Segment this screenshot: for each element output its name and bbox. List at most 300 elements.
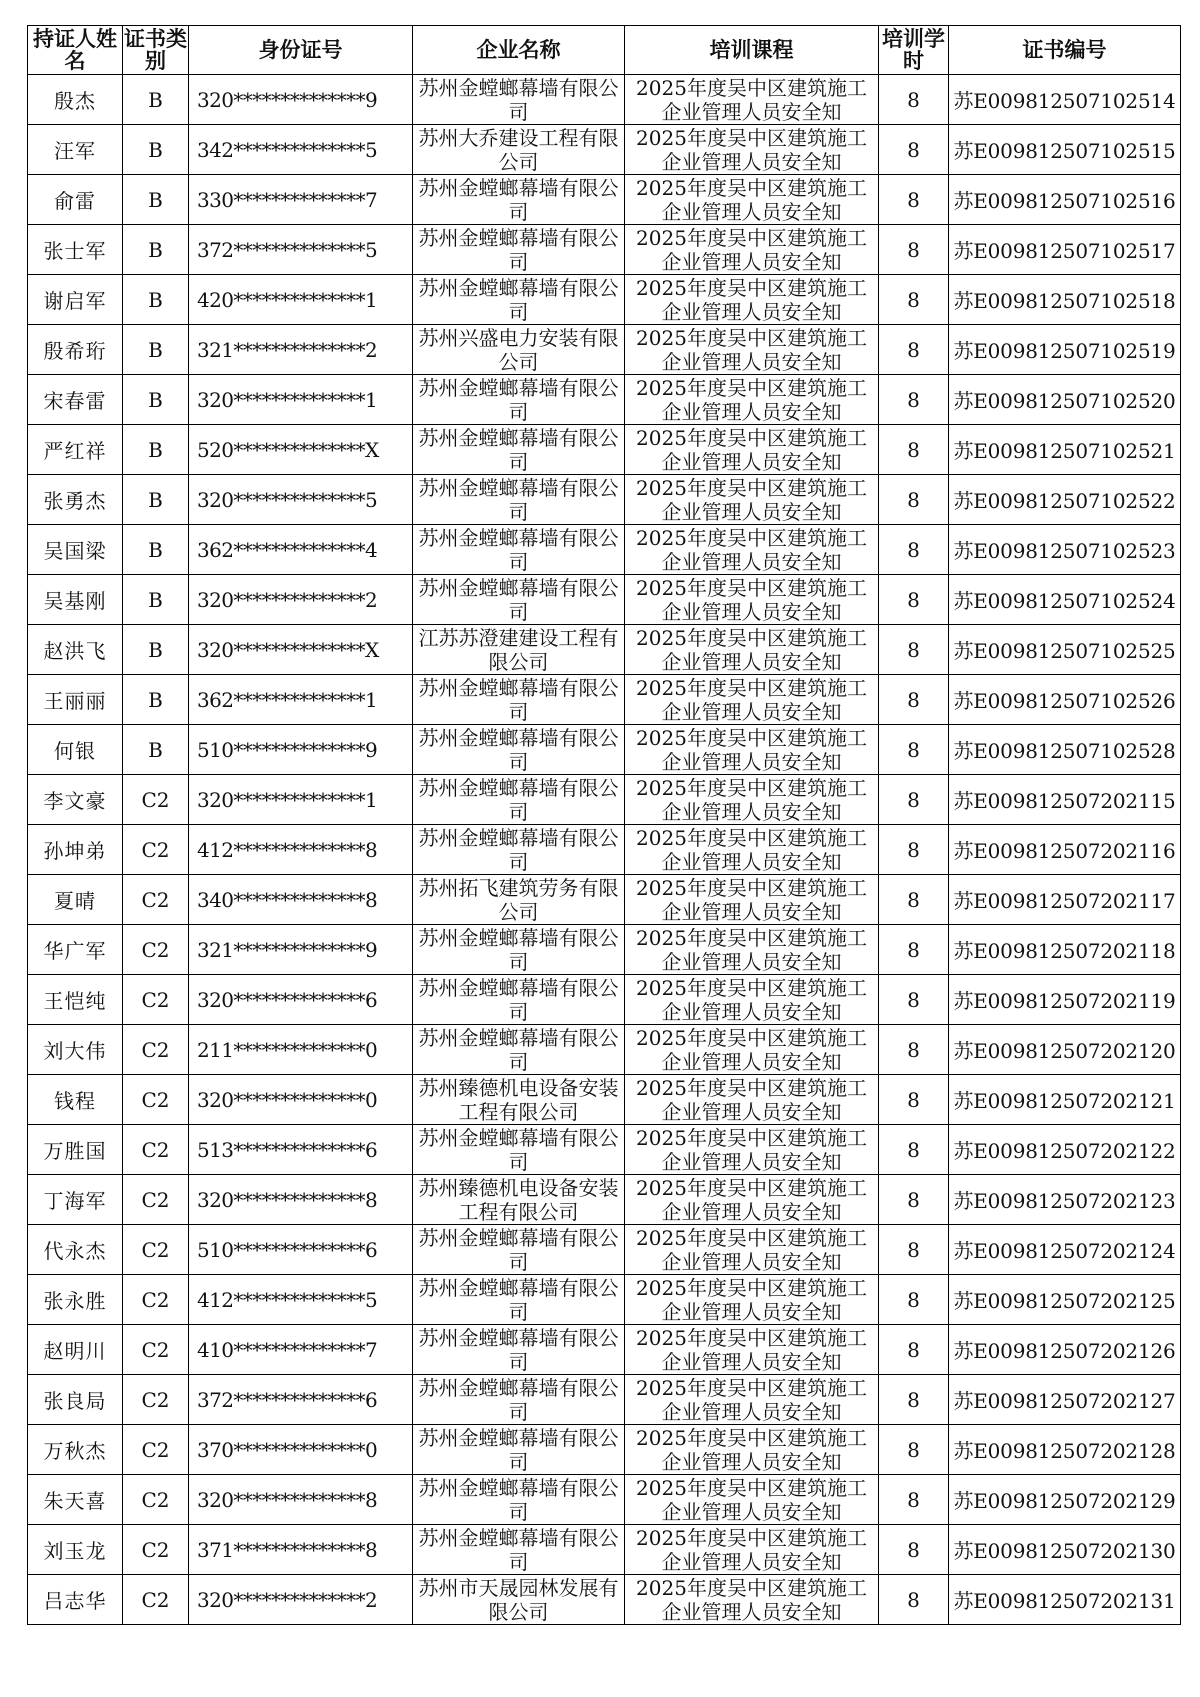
header-id: 身份证号 xyxy=(189,26,413,75)
cell-id-number: 330**************7 xyxy=(189,175,413,225)
cell-company xyxy=(413,1025,625,1075)
cell-id-number: 513**************6 xyxy=(189,1125,413,1175)
cell-company xyxy=(413,1275,625,1325)
cell-course-text: 2025年度吴中区建筑施工企业管理人员安全知 xyxy=(636,226,867,273)
cell-hours: 8 xyxy=(879,475,949,525)
cell-company xyxy=(413,675,625,725)
cell-certificate-number: 苏E009812507202127 xyxy=(949,1375,1181,1425)
cell-certificate-number: 苏E009812507102522 xyxy=(949,475,1181,525)
cell-company xyxy=(413,325,625,375)
cell-hours: 8 xyxy=(879,1325,949,1375)
cell-course-text: 2025年度吴中区建筑施工企业管理人员安全知 xyxy=(636,1526,867,1573)
cell-hours: 8 xyxy=(879,175,949,225)
cell-hours: 8 xyxy=(879,725,949,775)
cell-course-text: 2025年度吴中区建筑施工企业管理人员安全知 xyxy=(636,1076,867,1123)
table-row xyxy=(28,375,1181,425)
cell-category: C2 xyxy=(123,1175,189,1225)
cell-course-text: 2025年度吴中区建筑施工企业管理人员安全知 xyxy=(636,376,867,423)
cell-company xyxy=(413,875,625,925)
cell-hours: 8 xyxy=(879,1225,949,1275)
cell-certificate-number: 苏E009812507102523 xyxy=(949,525,1181,575)
cell-course-text: 2025年度吴中区建筑施工企业管理人员安全知 xyxy=(636,1426,867,1473)
cell-name: 宋春雷 xyxy=(28,375,123,425)
cell-name: 丁海军 xyxy=(28,1175,123,1225)
cell-category: B xyxy=(123,725,189,775)
table-row xyxy=(28,625,1181,675)
cell-id-number: 370**************0 xyxy=(189,1425,413,1475)
cell-course-text: 2025年度吴中区建筑施工企业管理人员安全知 xyxy=(636,1026,867,1073)
cell-category: C2 xyxy=(123,1475,189,1525)
cell-course-text: 2025年度吴中区建筑施工企业管理人员安全知 xyxy=(636,576,867,623)
cell-course xyxy=(625,725,879,775)
cell-name: 殷杰 xyxy=(28,75,123,125)
cell-name: 谢启军 xyxy=(28,275,123,325)
cell-certificate-number: 苏E009812507102518 xyxy=(949,275,1181,325)
cell-name: 张勇杰 xyxy=(28,475,123,525)
cell-certificate-number: 苏E009812507202120 xyxy=(949,1025,1181,1075)
cell-company xyxy=(413,275,625,325)
cell-certificate-number: 苏E009812507102524 xyxy=(949,575,1181,625)
cell-category: C2 xyxy=(123,1525,189,1575)
cell-hours: 8 xyxy=(879,1525,949,1575)
table-row xyxy=(28,525,1181,575)
cell-name: 殷希珩 xyxy=(28,325,123,375)
cell-company-text: 苏州市天晟园林发展有限公司 xyxy=(418,1576,619,1623)
cell-id-number: 372**************6 xyxy=(189,1375,413,1425)
cell-category: B xyxy=(123,325,189,375)
header-company: 企业名称 xyxy=(413,26,625,75)
cell-category: B xyxy=(123,525,189,575)
cell-course-text: 2025年度吴中区建筑施工企业管理人员安全知 xyxy=(636,1376,867,1423)
cell-category: B xyxy=(123,425,189,475)
cell-company-text: 苏州金螳螂幕墙有限公司 xyxy=(418,226,619,273)
cell-name: 赵洪飞 xyxy=(28,625,123,675)
cell-hours: 8 xyxy=(879,1075,949,1125)
table-row xyxy=(28,1425,1181,1475)
cell-certificate-number: 苏E009812507202126 xyxy=(949,1325,1181,1375)
cell-name: 汪军 xyxy=(28,125,123,175)
cell-course xyxy=(625,1425,879,1475)
cell-course-text: 2025年度吴中区建筑施工企业管理人员安全知 xyxy=(636,526,867,573)
cell-name: 王丽丽 xyxy=(28,675,123,725)
cell-id-number: 510**************6 xyxy=(189,1225,413,1275)
cell-hours: 8 xyxy=(879,775,949,825)
table-row xyxy=(28,275,1181,325)
cell-id-number: 321**************9 xyxy=(189,925,413,975)
cell-id-number: 372**************5 xyxy=(189,225,413,275)
cell-name: 严红祥 xyxy=(28,425,123,475)
cell-certificate-number: 苏E009812507102516 xyxy=(949,175,1181,225)
cell-id-number: 320**************8 xyxy=(189,1475,413,1525)
table-row xyxy=(28,225,1181,275)
cell-course xyxy=(625,425,879,475)
cell-hours: 8 xyxy=(879,575,949,625)
cell-category: C2 xyxy=(123,1575,189,1625)
cell-category: C2 xyxy=(123,1375,189,1425)
cell-id-number: 320**************X xyxy=(189,625,413,675)
cell-name: 李文豪 xyxy=(28,775,123,825)
cell-id-number: 362**************1 xyxy=(189,675,413,725)
cell-course xyxy=(625,825,879,875)
cell-course-text: 2025年度吴中区建筑施工企业管理人员安全知 xyxy=(636,1576,867,1623)
table-row xyxy=(28,1125,1181,1175)
cell-company-text: 苏州金螳螂幕墙有限公司 xyxy=(418,176,619,223)
cell-certificate-number: 苏E009812507202130 xyxy=(949,1525,1181,1575)
table-row xyxy=(28,1475,1181,1525)
cell-company-text: 苏州金螳螂幕墙有限公司 xyxy=(418,576,619,623)
table-row xyxy=(28,1225,1181,1275)
cell-category: B xyxy=(123,225,189,275)
cell-category: B xyxy=(123,175,189,225)
cell-hours: 8 xyxy=(879,675,949,725)
cell-course xyxy=(625,325,879,375)
cell-id-number: 342**************5 xyxy=(189,125,413,175)
cell-course xyxy=(625,925,879,975)
cell-hours: 8 xyxy=(879,875,949,925)
table-row xyxy=(28,1525,1181,1575)
cell-company-text: 苏州金螳螂幕墙有限公司 xyxy=(418,76,619,123)
table-row xyxy=(28,1375,1181,1425)
cell-id-number: 371**************8 xyxy=(189,1525,413,1575)
cell-certificate-number: 苏E009812507102517 xyxy=(949,225,1181,275)
cell-company xyxy=(413,175,625,225)
cell-certificate-number: 苏E009812507102520 xyxy=(949,375,1181,425)
cell-company xyxy=(413,1125,625,1175)
cell-company xyxy=(413,125,625,175)
cell-course xyxy=(625,1475,879,1525)
cell-course xyxy=(625,525,879,575)
cell-id-number: 320**************9 xyxy=(189,75,413,125)
cell-company xyxy=(413,1525,625,1575)
cell-company-text: 苏州金螳螂幕墙有限公司 xyxy=(418,726,619,773)
cell-hours: 8 xyxy=(879,125,949,175)
cell-company xyxy=(413,1475,625,1525)
cell-certificate-number: 苏E009812507102514 xyxy=(949,75,1181,125)
header-course: 培训课程 xyxy=(625,26,879,75)
cell-hours: 8 xyxy=(879,1375,949,1425)
cell-company xyxy=(413,775,625,825)
table-row xyxy=(28,1275,1181,1325)
cell-company-text: 苏州臻德机电设备安装工程有限公司 xyxy=(418,1176,619,1223)
table-row xyxy=(28,575,1181,625)
cell-name: 刘大伟 xyxy=(28,1025,123,1075)
cell-category: B xyxy=(123,75,189,125)
cell-certificate-number: 苏E009812507202131 xyxy=(949,1575,1181,1625)
cell-certificate-number: 苏E009812507202122 xyxy=(949,1125,1181,1175)
table-row xyxy=(28,1325,1181,1375)
cell-company-text: 苏州金螳螂幕墙有限公司 xyxy=(418,1476,619,1523)
cell-hours: 8 xyxy=(879,275,949,325)
cell-category: C2 xyxy=(123,1425,189,1475)
cell-course-text: 2025年度吴中区建筑施工企业管理人员安全知 xyxy=(636,676,867,723)
cell-id-number: 320**************5 xyxy=(189,475,413,525)
cell-hours: 8 xyxy=(879,1175,949,1225)
table-row xyxy=(28,1575,1181,1625)
cell-id-number: 420**************1 xyxy=(189,275,413,325)
cell-company-text: 苏州金螳螂幕墙有限公司 xyxy=(418,926,619,973)
cell-course-text: 2025年度吴中区建筑施工企业管理人员安全知 xyxy=(636,326,867,373)
cell-company xyxy=(413,1425,625,1475)
cell-category: C2 xyxy=(123,775,189,825)
cell-company xyxy=(413,1075,625,1125)
cell-company xyxy=(413,975,625,1025)
cell-certificate-number: 苏E009812507202116 xyxy=(949,825,1181,875)
cell-course xyxy=(625,675,879,725)
cell-course-text: 2025年度吴中区建筑施工企业管理人员安全知 xyxy=(636,626,867,673)
cell-id-number: 320**************2 xyxy=(189,1575,413,1625)
cell-course xyxy=(625,1175,879,1225)
cell-company-text: 苏州金螳螂幕墙有限公司 xyxy=(418,976,619,1023)
cell-company xyxy=(413,475,625,525)
cell-category: C2 xyxy=(123,975,189,1025)
cell-id-number: 410**************7 xyxy=(189,1325,413,1375)
cell-course-text: 2025年度吴中区建筑施工企业管理人员安全知 xyxy=(636,876,867,923)
cell-hours: 8 xyxy=(879,1125,949,1175)
cell-course-text: 2025年度吴中区建筑施工企业管理人员安全知 xyxy=(636,976,867,1023)
cell-id-number: 320**************2 xyxy=(189,575,413,625)
cell-company-text: 苏州大乔建设工程有限公司 xyxy=(418,126,619,173)
cell-company xyxy=(413,575,625,625)
cell-course-text: 2025年度吴中区建筑施工企业管理人员安全知 xyxy=(636,176,867,223)
cell-name: 钱程 xyxy=(28,1075,123,1125)
cell-course-text: 2025年度吴中区建筑施工企业管理人员安全知 xyxy=(636,1476,867,1523)
cell-category: B xyxy=(123,675,189,725)
cell-course xyxy=(625,575,879,625)
cell-course xyxy=(625,1325,879,1375)
cell-name: 万胜国 xyxy=(28,1125,123,1175)
cell-category: B xyxy=(123,375,189,425)
cell-certificate-number: 苏E009812507102519 xyxy=(949,325,1181,375)
cell-course-text: 2025年度吴中区建筑施工企业管理人员安全知 xyxy=(636,1326,867,1373)
cell-company-text: 江苏苏澄建建设工程有限公司 xyxy=(418,626,619,673)
cell-id-number: 211**************0 xyxy=(189,1025,413,1075)
cell-company-text: 苏州金螳螂幕墙有限公司 xyxy=(418,826,619,873)
cell-certificate-number: 苏E009812507202129 xyxy=(949,1475,1181,1525)
table-row xyxy=(28,875,1181,925)
cell-category: C2 xyxy=(123,1225,189,1275)
header-row xyxy=(28,26,1181,75)
header-hours: 培训学时 xyxy=(879,26,949,75)
cell-id-number: 321**************2 xyxy=(189,325,413,375)
cell-course-text: 2025年度吴中区建筑施工企业管理人员安全知 xyxy=(636,276,867,323)
cell-id-number: 362**************4 xyxy=(189,525,413,575)
cell-course-text: 2025年度吴中区建筑施工企业管理人员安全知 xyxy=(636,476,867,523)
cell-category: C2 xyxy=(123,1025,189,1075)
cell-company xyxy=(413,1175,625,1225)
cell-hours: 8 xyxy=(879,325,949,375)
cell-id-number: 320**************8 xyxy=(189,1175,413,1225)
table-row xyxy=(28,1075,1181,1125)
cell-company xyxy=(413,725,625,775)
table-row xyxy=(28,925,1181,975)
cell-course-text: 2025年度吴中区建筑施工企业管理人员安全知 xyxy=(636,1226,867,1273)
table-row xyxy=(28,325,1181,375)
cell-course-text: 2025年度吴中区建筑施工企业管理人员安全知 xyxy=(636,1126,867,1173)
cell-company xyxy=(413,1575,625,1625)
cell-hours: 8 xyxy=(879,75,949,125)
cell-company-text: 苏州金螳螂幕墙有限公司 xyxy=(418,1326,619,1373)
cell-certificate-number: 苏E009812507202115 xyxy=(949,775,1181,825)
cell-company-text: 苏州金螳螂幕墙有限公司 xyxy=(418,676,619,723)
cell-course xyxy=(625,175,879,225)
cell-name: 夏晴 xyxy=(28,875,123,925)
table-row xyxy=(28,75,1181,125)
cell-id-number: 510**************9 xyxy=(189,725,413,775)
cell-company-text: 苏州金螳螂幕墙有限公司 xyxy=(418,1376,619,1423)
cell-hours: 8 xyxy=(879,925,949,975)
cell-hours: 8 xyxy=(879,525,949,575)
cell-course xyxy=(625,375,879,425)
cell-hours: 8 xyxy=(879,1575,949,1625)
cell-category: C2 xyxy=(123,1275,189,1325)
cell-hours: 8 xyxy=(879,1275,949,1325)
cell-name: 华广军 xyxy=(28,925,123,975)
cell-course xyxy=(625,275,879,325)
cell-course xyxy=(625,1275,879,1325)
cell-id-number: 320**************1 xyxy=(189,375,413,425)
cell-course xyxy=(625,775,879,825)
cell-company-text: 苏州金螳螂幕墙有限公司 xyxy=(418,1026,619,1073)
cell-name: 张良局 xyxy=(28,1375,123,1425)
cell-certificate-number: 苏E009812507102528 xyxy=(949,725,1181,775)
cell-course-text: 2025年度吴中区建筑施工企业管理人员安全知 xyxy=(636,826,867,873)
cell-hours: 8 xyxy=(879,225,949,275)
cell-name: 孙坤弟 xyxy=(28,825,123,875)
cell-id-number: 320**************6 xyxy=(189,975,413,1025)
cell-company-text: 苏州金螳螂幕墙有限公司 xyxy=(418,376,619,423)
cell-certificate-number: 苏E009812507202124 xyxy=(949,1225,1181,1275)
cell-company xyxy=(413,1225,625,1275)
cell-id-number: 412**************5 xyxy=(189,1275,413,1325)
cell-company-text: 苏州金螳螂幕墙有限公司 xyxy=(418,1526,619,1573)
cell-name: 吴国梁 xyxy=(28,525,123,575)
table-row xyxy=(28,675,1181,725)
cell-name: 张永胜 xyxy=(28,1275,123,1325)
cell-category: C2 xyxy=(123,825,189,875)
cell-id-number: 320**************1 xyxy=(189,775,413,825)
header-category: 证书类别 xyxy=(124,27,187,73)
table-row xyxy=(28,775,1181,825)
cell-name: 俞雷 xyxy=(28,175,123,225)
cell-certificate-number: 苏E009812507102526 xyxy=(949,675,1181,725)
cell-course-text: 2025年度吴中区建筑施工企业管理人员安全知 xyxy=(636,776,867,823)
cell-company-text: 苏州金螳螂幕墙有限公司 xyxy=(418,1126,619,1173)
cell-id-number: 320**************0 xyxy=(189,1075,413,1125)
cell-company-text: 苏州金螳螂幕墙有限公司 xyxy=(418,426,619,473)
cell-hours: 8 xyxy=(879,975,949,1025)
cell-company-text: 苏州金螳螂幕墙有限公司 xyxy=(418,1276,619,1323)
cell-course xyxy=(625,875,879,925)
cell-company xyxy=(413,75,625,125)
cell-course-text: 2025年度吴中区建筑施工企业管理人员安全知 xyxy=(636,726,867,773)
table-row xyxy=(28,425,1181,475)
table-body xyxy=(28,75,1181,1625)
cell-course xyxy=(625,125,879,175)
cell-company xyxy=(413,1375,625,1425)
cell-course-text: 2025年度吴中区建筑施工企业管理人员安全知 xyxy=(636,76,867,123)
cell-name: 何银 xyxy=(28,725,123,775)
cell-course xyxy=(625,1125,879,1175)
cell-hours: 8 xyxy=(879,825,949,875)
cell-company xyxy=(413,425,625,475)
cell-certificate-number: 苏E009812507102515 xyxy=(949,125,1181,175)
cell-id-number: 412**************8 xyxy=(189,825,413,875)
cell-name: 万秋杰 xyxy=(28,1425,123,1475)
cell-company-text: 苏州臻德机电设备安装工程有限公司 xyxy=(418,1076,619,1123)
cell-company-text: 苏州金螳螂幕墙有限公司 xyxy=(418,1426,619,1473)
cell-category: C2 xyxy=(123,1325,189,1375)
cell-course xyxy=(625,225,879,275)
cell-name: 刘玉龙 xyxy=(28,1525,123,1575)
cell-company-text: 苏州金螳螂幕墙有限公司 xyxy=(418,526,619,573)
table-row xyxy=(28,1025,1181,1075)
cell-course-text: 2025年度吴中区建筑施工企业管理人员安全知 xyxy=(636,1176,867,1223)
cell-certificate-number: 苏E009812507202123 xyxy=(949,1175,1181,1225)
cell-company-text: 苏州金螳螂幕墙有限公司 xyxy=(418,776,619,823)
table-row xyxy=(28,725,1181,775)
cell-name: 王恺纯 xyxy=(28,975,123,1025)
cell-certificate-number: 苏E009812507202117 xyxy=(949,875,1181,925)
cell-company xyxy=(413,225,625,275)
cell-category: B xyxy=(123,475,189,525)
cell-name: 张士军 xyxy=(28,225,123,275)
cell-course xyxy=(625,1575,879,1625)
table-row xyxy=(28,475,1181,525)
cell-company xyxy=(413,625,625,675)
cell-name: 吕志华 xyxy=(28,1575,123,1625)
cell-certificate-number: 苏E009812507202125 xyxy=(949,1275,1181,1325)
cell-certificate-number: 苏E009812507102525 xyxy=(949,625,1181,675)
cell-name: 吴基刚 xyxy=(28,575,123,625)
cell-course-text: 2025年度吴中区建筑施工企业管理人员安全知 xyxy=(636,1276,867,1323)
cell-course xyxy=(625,975,879,1025)
cell-category: B xyxy=(123,275,189,325)
cell-name: 赵明川 xyxy=(28,1325,123,1375)
cell-course-text: 2025年度吴中区建筑施工企业管理人员安全知 xyxy=(636,126,867,173)
cell-hours: 8 xyxy=(879,1425,949,1475)
cell-category: C2 xyxy=(123,1125,189,1175)
header-cert: 证书编号 xyxy=(949,26,1181,75)
cell-hours: 8 xyxy=(879,625,949,675)
cell-hours: 8 xyxy=(879,1475,949,1525)
cell-company xyxy=(413,925,625,975)
cell-certificate-number: 苏E009812507202121 xyxy=(949,1075,1181,1125)
cell-company-text: 苏州金螳螂幕墙有限公司 xyxy=(418,276,619,323)
cell-category: B xyxy=(123,125,189,175)
cell-course xyxy=(625,75,879,125)
table-row xyxy=(28,125,1181,175)
cell-company xyxy=(413,1325,625,1375)
table-row xyxy=(28,1175,1181,1225)
cell-hours: 8 xyxy=(879,375,949,425)
cell-category: B xyxy=(123,575,189,625)
cell-course xyxy=(625,625,879,675)
table-row xyxy=(28,175,1181,225)
cell-company xyxy=(413,375,625,425)
header-name: 持证人姓名 xyxy=(28,26,123,75)
cell-certificate-number: 苏E009812507102521 xyxy=(949,425,1181,475)
cell-category: B xyxy=(123,625,189,675)
cell-course xyxy=(625,1075,879,1125)
cell-name: 朱天喜 xyxy=(28,1475,123,1525)
cell-name: 代永杰 xyxy=(28,1225,123,1275)
cell-certificate-number: 苏E009812507202118 xyxy=(949,925,1181,975)
cell-course-text: 2025年度吴中区建筑施工企业管理人员安全知 xyxy=(636,926,867,973)
cell-id-number: 520**************X xyxy=(189,425,413,475)
cell-course xyxy=(625,1225,879,1275)
cell-company-text: 苏州金螳螂幕墙有限公司 xyxy=(418,1226,619,1273)
cell-course xyxy=(625,475,879,525)
